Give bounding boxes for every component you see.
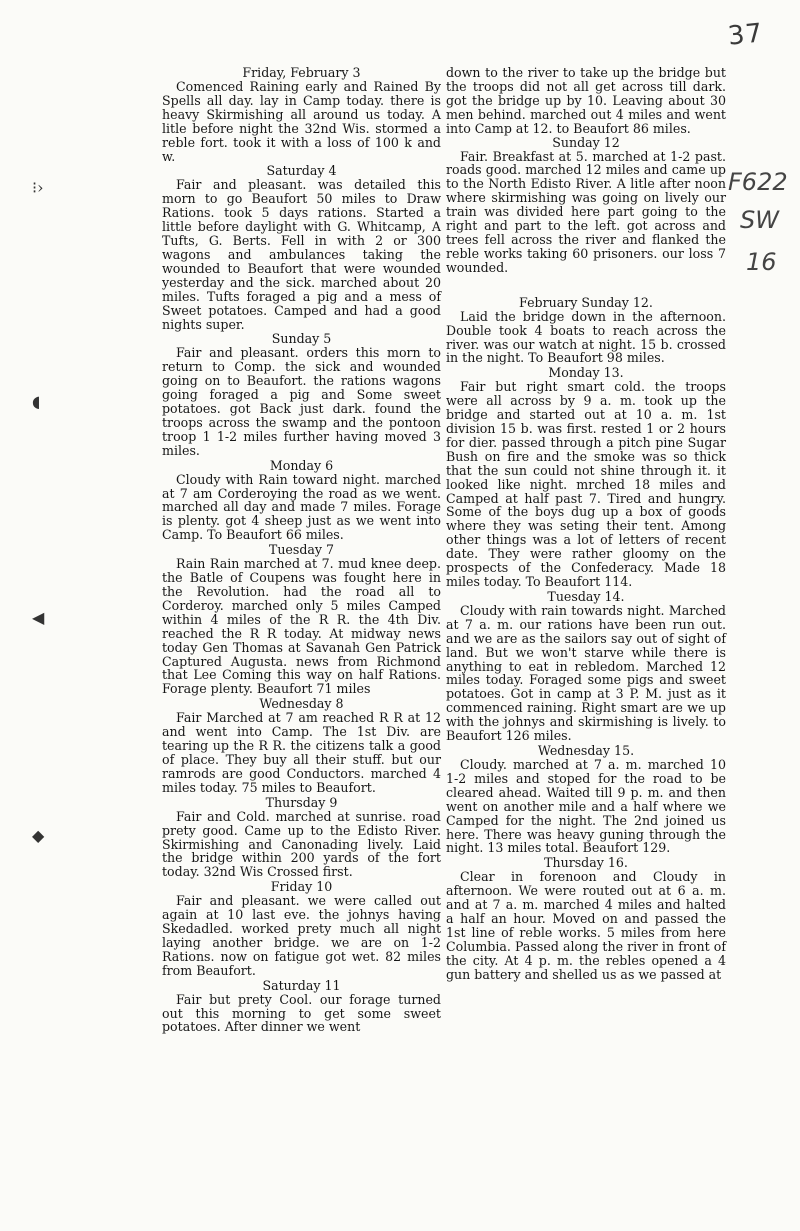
entry-text: Cloudy with Rain toward night. marched at 7 am Corderoying the road as we went. marched all day and made 7 miles. Forage is plenty. got 4 sheep just as we went into Camp. To Beaufort 66 miles.: [162, 471, 441, 543]
entry-date: Monday 6: [269, 457, 334, 473]
margin-note-catalog: F622: [728, 168, 788, 196]
binding-mark: ◀: [32, 608, 45, 627]
entry-text: Fair and pleasant. was detailed this morn to go Beaufort 50 miles to Draw Rations. took 5 days rations. Started a little before daylight with G. Whitcamp, A Tufts, G. Berts. Fell in with 2 or 300 wagons and ambulances taking the wounded to Beaufort that were wounded yesterday and the sick. marched about 20 miles. Tufts foraged a pig and a mess of Sweet potatoes. Camped and had a good nights super.: [162, 177, 441, 332]
diary-entry: [162, 332, 441, 457]
binding-mark: ⁝›: [32, 178, 44, 197]
diary-entry: [446, 744, 726, 855]
margin-note-sw: SW: [740, 206, 779, 234]
entry-text: Fair Marched at 7 am reached R R at 12 and went into Camp. The 1st Div. are tearing up the R R. the citizens talk a good of place. They buy all their stuff. but our ramrods are good Conductors. marched 4 miles today. 75 miles to Beaufort.: [162, 710, 441, 795]
entry-text: Fair and pleasant. orders this morn to return to Comp. the sick and wounded going on to Beaufort. the rations wagons going foraged a pig and Some sweet potatoes. got Back just dark. found the troops across the swamp and the pontoon troop 1 1-2 miles further having moved 3 miles.: [162, 345, 441, 458]
entry-date: Thursday 9: [265, 794, 338, 810]
diary-entry: [446, 296, 726, 366]
diary-entry: [162, 979, 441, 1035]
diary-entry: [162, 164, 441, 331]
entry-text: Clear in forenoon and Cloudy in afternoon. We were routed out at 6 a. m. and at 7 a. m. marched 4 miles and halted a half an hour. Moved on and passed the 1st line of reble works. 5 miles from here Columbia. Passed along the river in front of the city. At 4 p. m. the rebles opened a 4 gun battery and shelled us as we passed at: [446, 869, 726, 982]
diary-entry: [446, 136, 726, 275]
entry-text: Rain Rain marched at 7. mud knee deep. the Batle of Coupens was fought here in the Revolution. had the road all to Corderoy. marched only 5 miles Camped within 4 miles of the R R. the 4th Div. reached the R R today. At midway news today Gen Thomas at Savanah Gen Patrick Captured Augusta. news from Richmond that Lee Coming this way on half Rations. Forage plenty. Beaufort 71 miles: [162, 556, 441, 697]
entry-text: Fair. Breakfast at 5. marched at 1-2 past. roads good. marched 12 miles and came up to the North Edisto River. A litle after noon where skirmishing was going on lively our train was divided here part going to the right and part to the left. got across and trees fell across the river and flanked the reble works taking 60 prisoners. our loss 7 wounded.: [446, 148, 726, 275]
entry-date: Tuesday 14.: [547, 588, 625, 604]
binding-mark: ◆: [32, 826, 45, 845]
diary-entry: [446, 590, 726, 743]
diary-entry: [162, 796, 441, 880]
entry-date: Wednesday 15.: [537, 742, 635, 758]
section-gap: [446, 276, 726, 296]
entry-date: Tuesday 7: [268, 542, 335, 558]
right-column: [446, 66, 726, 983]
entry-date: Friday 10: [270, 879, 333, 895]
entry-date: February Sunday 12.: [519, 294, 653, 310]
entry-date: Sunday 12: [552, 134, 620, 150]
entry-text: Cloudy with rain towards night. Marched at 7 a. m. our rations have been run out. and we are as the sailors say out of sight of land. But we won't starve while there is anything to eat in rebledom. Marched 12 miles today. Foraged some pigs and sweet potatoes. Got in camp at 3 P. M. just as it commenced raining. Right smart are we up with the johnys and skirmishing is lively. to Beaufort 126 miles.: [446, 602, 726, 744]
entry-text: Laid the bridge down in the afternoon. Double took 4 boats to reach across the river. was our watch at night. 15 b. crossed in the night. To Beaufort 98 miles.: [446, 308, 726, 366]
entry-text: Fair and pleasant. we were called out again at 10 last eve. the johnys having Skedadled. worked prety much all night laying another bridge. we are on 1-2 Rations. now on fatigue got wet. 82 miles from Beaufort.: [162, 893, 441, 978]
left-column: [162, 66, 441, 1035]
diary-entry: [446, 366, 726, 589]
diary-entry: [162, 880, 441, 977]
margin-note-number: 16: [746, 248, 777, 276]
diary-entry: [162, 697, 441, 794]
entry-date: Thursday 16.: [544, 855, 628, 871]
entry-date: Wednesday 8: [259, 696, 344, 712]
entry-text: Fair but right smart cold. the troops were all across by 9 a. m. took up the bridge and started out at 10 a. m. 1st division 15 b. was first. rested 1 or 2 hours for dier. passed through a pitch pine Sugar Bush on fire and the smoke was so thick that the sun could not shine through it. it looked like night. mrched 18 miles and Camped at half past 7. Tired and hungry. Some of the boys dug up a box of goods where they was seting their tent. Among other things was a lot of letters of recent date. They were rather gloomy on the prospects of the Confederacy. Made 18 miles today. To Beaufort 114.: [446, 379, 726, 589]
entry-text: Fair but prety Cool. our forage turned out this morning to get some sweet potatoes. After dinner we went: [162, 991, 441, 1035]
entry-text: Comenced Raining early and Rained By Spells all day. lay in Camp today. there is heavy Skirmishing all around us today. A litle before night the 32nd Wis. stormed a reble fort. took it with a loss of 100 k and w.: [162, 79, 441, 164]
diary-entry: [162, 543, 441, 696]
diary-entry: [162, 459, 441, 543]
entry-date: Sunday 5: [271, 331, 332, 347]
binding-mark: ◖: [32, 392, 41, 411]
entry-date: Saturday 11: [262, 977, 341, 993]
continued-text: down to the river to take up the bridge but the troops did not all get across till dark. got the bridge up by 10. Leaving about 30 men behind. marched out 4 miles and went into Camp at 12. to Beaufort 86 miles.: [446, 65, 726, 136]
entry-date: Friday, February 3: [242, 65, 361, 80]
entry-date: Monday 13.: [548, 365, 624, 381]
diary-entry: [162, 66, 441, 163]
diary-entry: [446, 856, 726, 981]
entry-text: Fair and Cold. marched at sunrise. road prety good. Came up to the Edisto River. Skirmishing and Canonading lively. Laid the bridge within 200 yards of the fort today. 32nd Wis Crossed first.: [162, 808, 441, 880]
page-number: 37: [726, 18, 765, 52]
entry-date: Saturday 4: [266, 163, 337, 179]
entry-text: Cloudy. marched at 7 a. m. marched 10 1-2 miles and stoped for the road to be cleared ahead. Waited till 9 p. m. and then went on another mile and a half where we Camped for the night. The 2nd joined us here. There was heavy guning through the night. 13 miles total. Beaufort 129.: [446, 756, 726, 856]
